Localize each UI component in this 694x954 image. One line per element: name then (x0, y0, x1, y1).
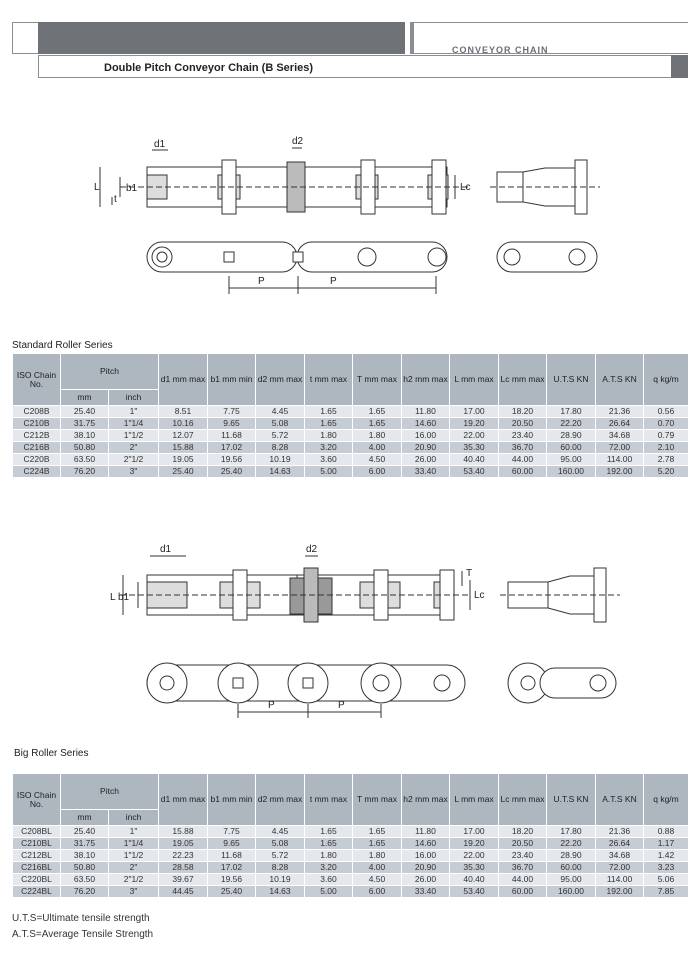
cell: 36.70 (499, 442, 547, 454)
col-h2: h2 mm max (402, 774, 450, 826)
cell: 12.07 (159, 430, 208, 442)
cell: 2.78 (644, 454, 689, 466)
cell: 3.60 (305, 454, 353, 466)
cell: 60.00 (499, 886, 547, 898)
cell: 95.00 (547, 454, 596, 466)
cell: 53.40 (450, 466, 499, 478)
cell: 35.30 (450, 442, 499, 454)
cell: 33.40 (402, 886, 450, 898)
cell: 1.65 (353, 838, 402, 850)
cell: 16.00 (402, 430, 450, 442)
col-q: q kg/m (644, 354, 689, 406)
cell: 4.50 (353, 454, 402, 466)
cell: 3" (109, 466, 159, 478)
cell: 1.17 (644, 838, 689, 850)
cell: 1.65 (353, 418, 402, 430)
cell: 33.40 (402, 466, 450, 478)
cell: 17.00 (450, 826, 499, 838)
cell: 39.67 (159, 874, 208, 886)
cell: C212B (13, 430, 61, 442)
cell: 1.65 (305, 418, 353, 430)
header-category: CONVEYOR CHAIN (452, 45, 549, 55)
table-row (13, 886, 689, 898)
col-d2: d2 mm max (256, 354, 305, 406)
cell: 3.20 (305, 862, 353, 874)
cell: 192.00 (596, 466, 644, 478)
cell: 53.40 (450, 886, 499, 898)
cell: 18.20 (499, 826, 547, 838)
col-L: L mm max (450, 774, 499, 826)
cell: 95.00 (547, 874, 596, 886)
col-iso: ISO Chain No. (13, 354, 61, 406)
cell: 60.00 (547, 442, 596, 454)
cell: 15.88 (159, 826, 208, 838)
cell: C224BL (13, 886, 61, 898)
cell: 5.08 (256, 418, 305, 430)
cell: 4.00 (353, 862, 402, 874)
diagram2-label-T: T (466, 568, 473, 579)
col-b1: b1 mm min (208, 354, 256, 406)
cell: 1"1/4 (109, 418, 159, 430)
cell: 19.05 (159, 454, 208, 466)
cell: 34.68 (596, 850, 644, 862)
cell: 26.00 (402, 874, 450, 886)
cell: 76.20 (61, 466, 109, 478)
cell: 6.00 (353, 886, 402, 898)
col-d2: d2 mm max (256, 774, 305, 826)
cell: 1" (109, 406, 159, 418)
cell: 19.56 (208, 454, 256, 466)
cell: 1.65 (353, 406, 402, 418)
col-t: t mm max (305, 354, 353, 406)
cell: 17.02 (208, 862, 256, 874)
cell: C220BL (13, 874, 61, 886)
cell: 20.90 (402, 442, 450, 454)
diagram-label-d1: d1 (154, 139, 166, 150)
cell: 5.20 (644, 466, 689, 478)
cell: 5.08 (256, 838, 305, 850)
cell: 20.50 (499, 418, 547, 430)
cell: 1.42 (644, 850, 689, 862)
cell: 25.40 (61, 826, 109, 838)
cell: 44.00 (499, 454, 547, 466)
cell: 23.40 (499, 430, 547, 442)
cell: 63.50 (61, 454, 109, 466)
cell: 5.72 (256, 850, 305, 862)
col-pitch-inch: inch (109, 390, 159, 406)
col-pitch-inch: inch (109, 810, 159, 826)
diagram-label-Lc: Lc (460, 182, 471, 193)
cell: 44.00 (499, 874, 547, 886)
cell: 4.45 (256, 826, 305, 838)
cell: 7.85 (644, 886, 689, 898)
cell: 8.28 (256, 862, 305, 874)
cell: 1" (109, 826, 159, 838)
cell: 5.72 (256, 430, 305, 442)
cell: 11.80 (402, 826, 450, 838)
diagram2-label-P-1: P (268, 700, 275, 711)
cell: C210B (13, 418, 61, 430)
diagram-label-d2: d2 (292, 136, 304, 147)
col-ats: A.T.S KN (596, 774, 644, 826)
cell: 63.50 (61, 874, 109, 886)
diagram2-label-d2: d2 (306, 544, 318, 555)
cell: 21.36 (596, 406, 644, 418)
cell: 3" (109, 886, 159, 898)
cell: 18.20 (499, 406, 547, 418)
cell: 3.20 (305, 442, 353, 454)
cell: 60.00 (499, 466, 547, 478)
cell: 72.00 (596, 442, 644, 454)
diagram2-label-d1: d1 (160, 544, 172, 555)
cell: 1.65 (305, 826, 353, 838)
cell: 4.50 (353, 874, 402, 886)
cell: C210BL (13, 838, 61, 850)
cell: 35.30 (450, 862, 499, 874)
cell: 0.70 (644, 418, 689, 430)
col-uts: U.T.S KN (547, 354, 596, 406)
col-ats: A.T.S KN (596, 354, 644, 406)
cell: C220B (13, 454, 61, 466)
cell: 5.00 (305, 466, 353, 478)
cell: 19.20 (450, 418, 499, 430)
cell: 17.02 (208, 442, 256, 454)
cell: 2"1/2 (109, 874, 159, 886)
cell: 16.00 (402, 850, 450, 862)
cell: 50.80 (61, 442, 109, 454)
col-d1: d1 mm max (159, 774, 208, 826)
cell: 1.80 (353, 430, 402, 442)
table-row (13, 838, 689, 850)
cell: 4.00 (353, 442, 402, 454)
col-h2: h2 mm max (402, 354, 450, 406)
cell: 1.80 (305, 850, 353, 862)
cell: 0.79 (644, 430, 689, 442)
cell: 1.65 (305, 838, 353, 850)
cell: 76.20 (61, 886, 109, 898)
cell: 9.65 (208, 418, 256, 430)
cell: 15.88 (159, 442, 208, 454)
cell: 192.00 (596, 886, 644, 898)
cell: 14.63 (256, 886, 305, 898)
cell: 25.40 (208, 886, 256, 898)
cell: 1.80 (305, 430, 353, 442)
table-row (13, 850, 689, 862)
cell: 17.80 (547, 826, 596, 838)
cell: 2"1/2 (109, 454, 159, 466)
cell: 44.45 (159, 886, 208, 898)
legend-uts: U.T.S=Ultimate tensile strength (12, 913, 150, 924)
cell: 50.80 (61, 862, 109, 874)
table-row (13, 862, 689, 874)
cell: 1"1/4 (109, 838, 159, 850)
cell: 11.68 (208, 850, 256, 862)
cell: 2.10 (644, 442, 689, 454)
col-t: t mm max (305, 774, 353, 826)
cell: C224B (13, 466, 61, 478)
cell: 5.06 (644, 874, 689, 886)
col-T: T mm max (353, 774, 402, 826)
cell: 2" (109, 862, 159, 874)
cell: C216B (13, 442, 61, 454)
cell: 4.45 (256, 406, 305, 418)
cell: 1"1/2 (109, 430, 159, 442)
cell: 26.00 (402, 454, 450, 466)
diagram-label-P-1: P (258, 276, 265, 287)
cell: 25.40 (159, 466, 208, 478)
cell: 7.75 (208, 406, 256, 418)
cell: C212BL (13, 850, 61, 862)
cell: 1.65 (305, 406, 353, 418)
cell: C208B (13, 406, 61, 418)
cell: 17.00 (450, 406, 499, 418)
cell: 0.56 (644, 406, 689, 418)
cell: 38.10 (61, 430, 109, 442)
cell: 25.40 (208, 466, 256, 478)
diagram2-label-P-2: P (338, 700, 345, 711)
cell: C208BL (13, 826, 61, 838)
cell: 22.00 (450, 850, 499, 862)
col-L: L mm max (450, 354, 499, 406)
cell: 26.64 (596, 838, 644, 850)
cell: 22.23 (159, 850, 208, 862)
col-Lc: Lc mm max (499, 354, 547, 406)
cell: 17.80 (547, 406, 596, 418)
col-b1: b1 mm min (208, 774, 256, 826)
cell: 8.51 (159, 406, 208, 418)
cell: 22.00 (450, 430, 499, 442)
cell: 26.64 (596, 418, 644, 430)
cell: 5.00 (305, 886, 353, 898)
cell: 7.75 (208, 826, 256, 838)
cell: 28.90 (547, 430, 596, 442)
cell: 160.00 (547, 466, 596, 478)
cell: 20.90 (402, 862, 450, 874)
cell: 3.23 (644, 862, 689, 874)
cell: 23.40 (499, 850, 547, 862)
col-pitch-mm: mm (61, 390, 109, 406)
cell: 40.40 (450, 874, 499, 886)
cell: 9.65 (208, 838, 256, 850)
cell: 31.75 (61, 418, 109, 430)
cell: 20.50 (499, 838, 547, 850)
big-series-table (12, 773, 689, 898)
cell: 22.20 (547, 838, 596, 850)
col-uts: U.T.S KN (547, 774, 596, 826)
cell: 160.00 (547, 886, 596, 898)
cell: 19.05 (159, 838, 208, 850)
cell: 60.00 (547, 862, 596, 874)
col-q: q kg/m (644, 774, 689, 826)
diagram2-label-Lb1: L b1 (110, 592, 130, 603)
diagram-label-t: t (114, 194, 117, 205)
standard-series-label: Standard Roller Series (12, 340, 113, 351)
cell: 40.40 (450, 454, 499, 466)
cell: 34.68 (596, 430, 644, 442)
diagram-label-L: L (94, 182, 100, 193)
cell: 72.00 (596, 862, 644, 874)
table-row (13, 826, 689, 838)
cell: 3.60 (305, 874, 353, 886)
col-T: T mm max (353, 354, 402, 406)
cell: 1"1/2 (109, 850, 159, 862)
diagram2-label-Lc: Lc (474, 590, 485, 601)
cell: C216BL (13, 862, 61, 874)
cell: 10.19 (256, 874, 305, 886)
cell: 19.56 (208, 874, 256, 886)
cell: 31.75 (61, 838, 109, 850)
cell: 36.70 (499, 862, 547, 874)
col-d1: d1 mm max (159, 354, 208, 406)
cell: 19.20 (450, 838, 499, 850)
cell: 114.00 (596, 454, 644, 466)
table-row (13, 874, 689, 886)
cell: 28.58 (159, 862, 208, 874)
col-iso: ISO Chain No. (13, 774, 61, 826)
cell: 1.80 (353, 850, 402, 862)
cell: 10.19 (256, 454, 305, 466)
col-pitch: Pitch (61, 774, 159, 810)
page-title: Double Pitch Conveyor Chain (B Series) (104, 62, 314, 74)
big-series-label: Big Roller Series (14, 748, 89, 759)
cell: 21.36 (596, 826, 644, 838)
cell: 28.90 (547, 850, 596, 862)
cell: 22.20 (547, 418, 596, 430)
cell: 14.63 (256, 466, 305, 478)
cell: 14.60 (402, 418, 450, 430)
cell: 25.40 (61, 406, 109, 418)
cell: 38.10 (61, 850, 109, 862)
col-Lc: Lc mm max (499, 774, 547, 826)
diagram-label-b1: b1 (126, 183, 138, 194)
cell: 114.00 (596, 874, 644, 886)
cell: 11.68 (208, 430, 256, 442)
diagram-label-P-2: P (330, 276, 337, 287)
legend-ats: A.T.S=Average Tensile Strength (12, 929, 154, 940)
col-pitch: Pitch (61, 354, 159, 390)
cell: 2" (109, 442, 159, 454)
cell: 0.88 (644, 826, 689, 838)
cell: 8.28 (256, 442, 305, 454)
cell: 6.00 (353, 466, 402, 478)
col-pitch-mm: mm (61, 810, 109, 826)
cell: 14.60 (402, 838, 450, 850)
cell: 11.80 (402, 406, 450, 418)
cell: 10.16 (159, 418, 208, 430)
cell: 1.65 (353, 826, 402, 838)
